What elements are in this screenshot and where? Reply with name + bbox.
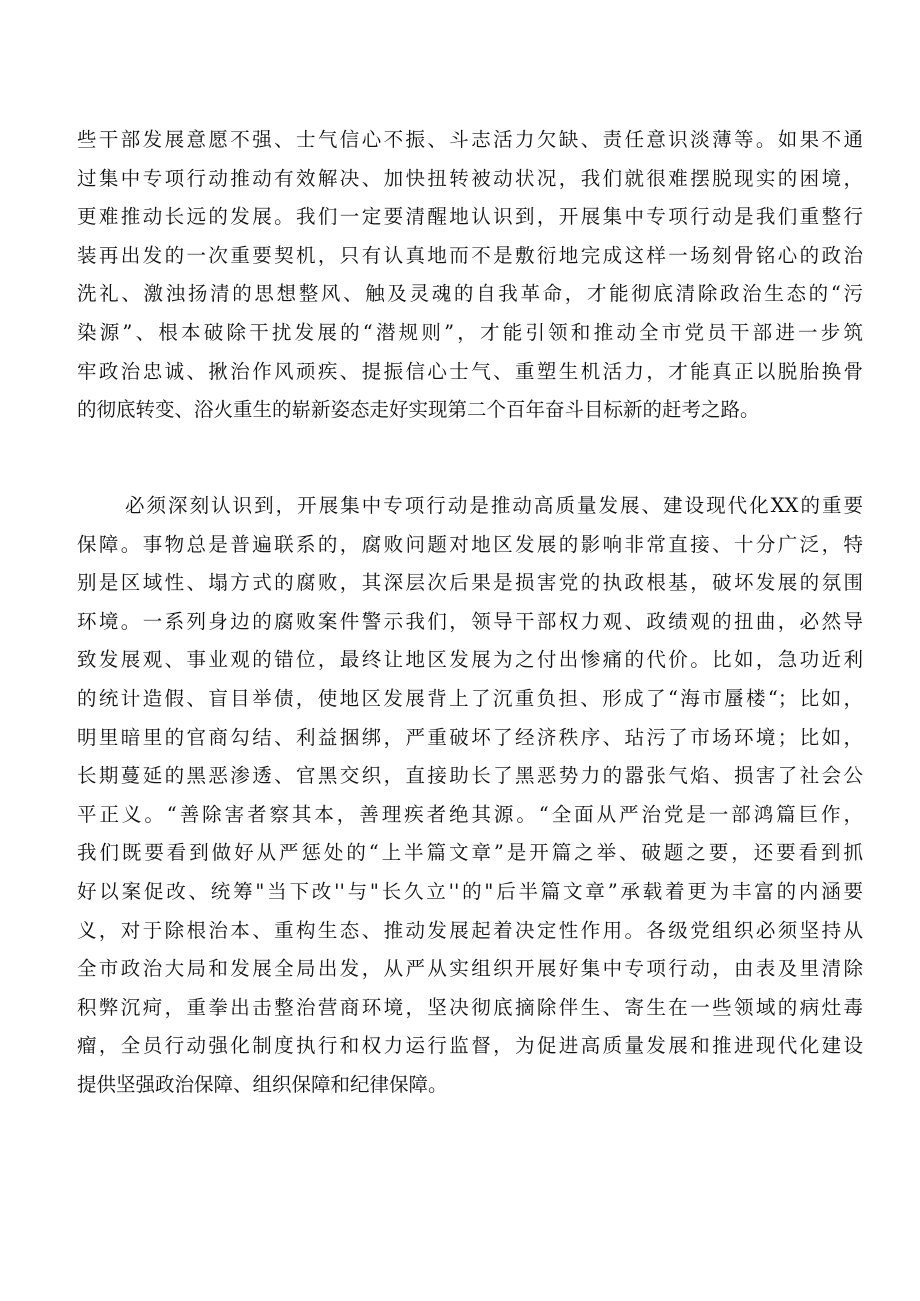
paragraph-line: 明里暗里的官商勾结、利益捆绑，严重破坏了经济秩序、玷污了市场环境；比如， xyxy=(77,725,863,749)
paragraph-line: 平正义。“善除害者察其本，善理疾者绝其源。“全面从严治党是一部鸿篇巨作， xyxy=(77,802,863,826)
paragraph-line: 义，对于除根治本、重构生态、推动发展起着决定性作用。各级党组织必须坚持从 xyxy=(77,918,863,942)
paragraph-line: 过集中专项行动推动有效解决、加快扭转被动状况，我们就很难摆脱现实的困境， xyxy=(77,166,863,190)
paragraph-line: 的彻底转变、浴火重生的崭新姿态走好实现第二个百年奋斗目标新的赶考之路。 xyxy=(77,398,760,422)
paragraph-line: 我们既要看到做好从严惩处的“上半篇文章”是开篇之举、破题之要，还要看到抓 xyxy=(77,841,863,865)
paragraph-line: 必须深刻认识到，开展集中专项行动是推动高质量发展、建设现代化XX的重要 xyxy=(125,494,863,517)
paragraph-line: 的统计造假、盲目举债，使地区发展背上了沉重负担、形成了“海市蜃楼“；比如， xyxy=(77,686,863,710)
paragraph-line: 积弊沉疴，重拳出击整治营商环境，坚决彻底摘除伴生、寄生在一些领域的病灶毒 xyxy=(77,995,863,1019)
paragraph-line: 洗礼、激浊扬清的思想整风、触及灵魂的自我革命，才能彻底清除政治生态的“污 xyxy=(77,282,863,306)
paragraph-line: 全市政治大局和发展全局出发，从严从实组织开展好集中专项行动，由表及里清除 xyxy=(77,957,863,981)
paragraph-line: 好以案促改、统筹"当下改''与"长久立''的"后半篇文章”承载着更为丰富的内涵要 xyxy=(77,879,863,903)
paragraph-1 xyxy=(77,121,863,430)
paragraph-line: 牢政治忠诚、揪治作风顽疾、提振信心士气、重塑生机活力，才能真正以脱胎换骨 xyxy=(77,359,863,383)
paragraph-2 xyxy=(77,487,863,1105)
paragraph-line: 环境。一系列身边的腐败案件警示我们，领导干部权力观、政绩观的扭曲，必然导 xyxy=(77,609,863,633)
paragraph-line: 提供坚强政治保障、组织保障和纪律保障。 xyxy=(77,1072,448,1096)
paragraph-line: 别是区域性、塌方式的腐败，其深层次后果是损害党的执政根基，破坏发展的氛围 xyxy=(77,571,863,595)
paragraph-line: 瘤，全员行动强化制度执行和权力运行监督，为促进高质量发展和推进现代化建设 xyxy=(77,1034,863,1058)
paragraph-line: 更难推动长远的发展。我们一定要清醒地认识到，开展集中专项行动是我们重整行 xyxy=(77,205,863,229)
paragraph-line: 长期蔓延的黑恶渗透、官黑交织，直接助长了黑恶势力的嚣张气焰、损害了社会公 xyxy=(77,764,863,788)
paragraph-line: 装再出发的一次重要契机，只有认真地而不是敷衍地完成这样一场刻骨铭心的政治 xyxy=(77,243,863,267)
paragraph-line: 些干部发展意愿不强、士气信心不振、斗志活力欠缺、责任意识淡薄等。如果不通 xyxy=(77,128,863,151)
paragraph-line: 染源”、根本破除干扰发展的“潜规则”，才能引领和推动全市党员干部进一步筑 xyxy=(77,320,863,344)
paragraph-line: 保障。事物总是普遍联系的，腐败问题对地区发展的影响非常直接、十分广泛，特 xyxy=(77,532,863,556)
paragraph-line: 致发展观、事业观的错位，最终让地区发展为之付出惨痛的代价。比如，急功近利 xyxy=(77,648,863,672)
